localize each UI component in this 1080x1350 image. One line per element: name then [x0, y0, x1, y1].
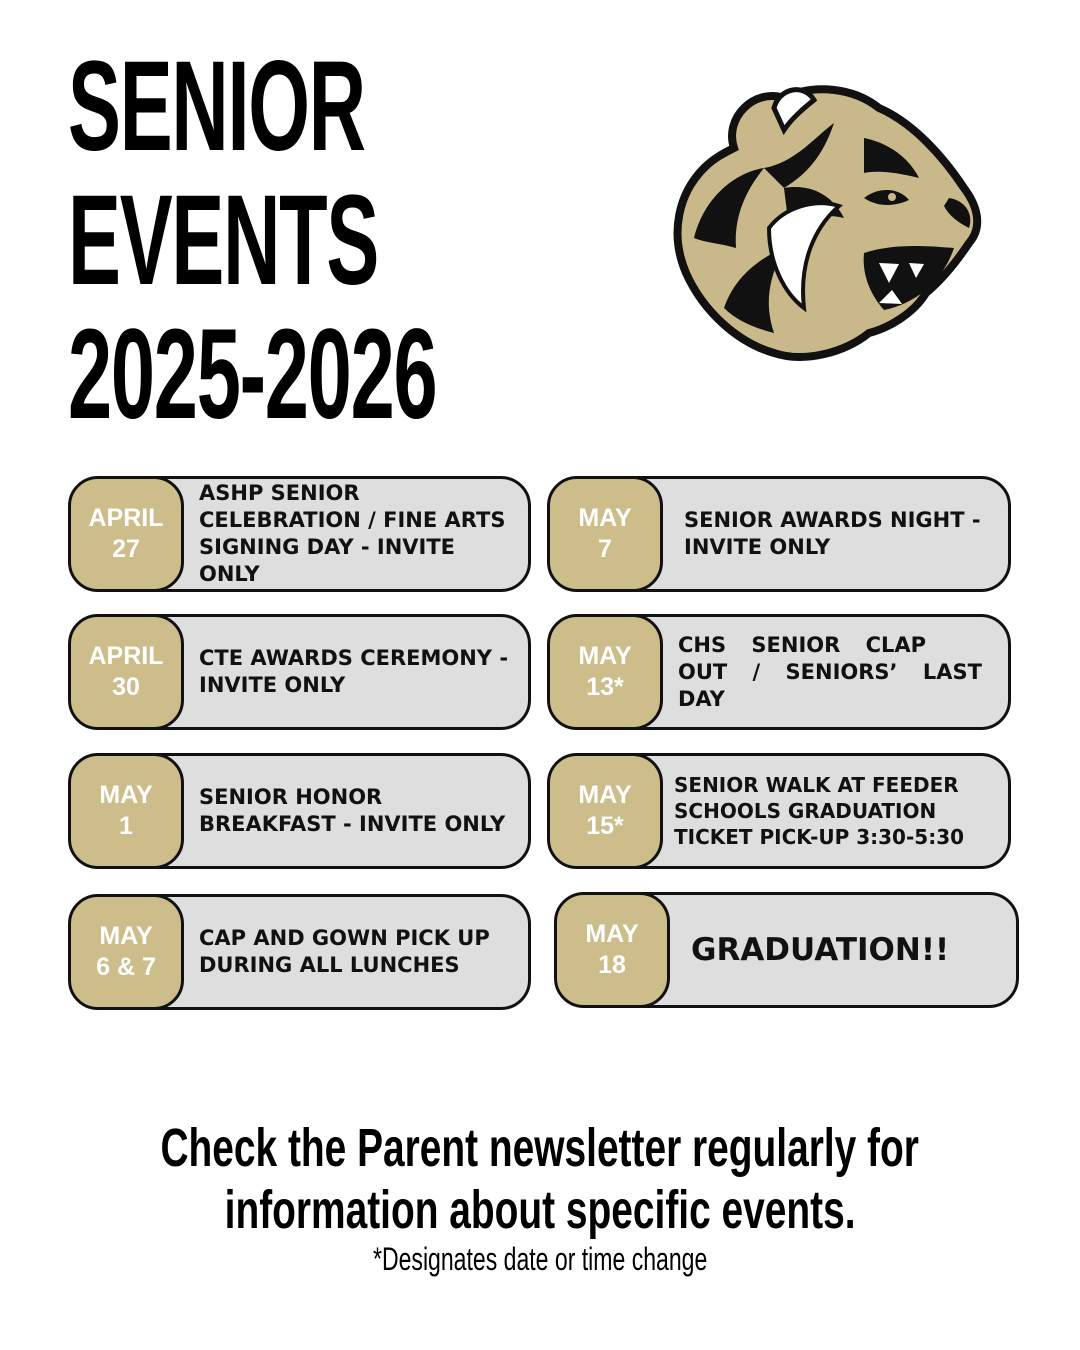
event-day: 7 — [598, 535, 612, 563]
event-date-badge — [68, 476, 184, 592]
event-card — [554, 892, 1019, 1008]
event-day: 15* — [586, 812, 624, 840]
event-month: MAY — [585, 920, 639, 948]
event-description: SENIOR WALK AT FEEDER SCHOOLS GRADUATION TICKET PICK-UP 3:30-5:30 — [674, 773, 965, 849]
event-date-badge — [68, 894, 184, 1010]
event-date-badge — [547, 614, 663, 730]
footer-line-2: information about specific events. — [224, 1180, 856, 1240]
event-card — [68, 894, 531, 1010]
event-month: MAY — [578, 504, 632, 532]
title-line-1: SENIOR — [68, 35, 365, 178]
footer-note: *Designates date or time change — [372, 1241, 708, 1277]
event-card — [547, 476, 1011, 592]
event-card — [547, 753, 1011, 869]
event-month: MAY — [578, 642, 632, 670]
event-day: 30 — [112, 673, 140, 701]
event-card — [547, 614, 1011, 730]
title-line-3: 2025-2026 — [68, 303, 437, 446]
event-date-badge — [68, 753, 184, 869]
event-description: GRADUATION!! — [691, 931, 950, 968]
event-day: 1 — [119, 812, 133, 840]
footer-message — [0, 1117, 1080, 1277]
event-date-badge — [547, 476, 663, 592]
event-date-badge — [547, 753, 663, 869]
event-day: 6 & 7 — [96, 953, 156, 981]
event-day: 18 — [598, 951, 626, 979]
event-date-badge — [554, 892, 670, 1008]
event-description: SENIOR AWARDS NIGHT - INVITE ONLY — [684, 508, 981, 559]
event-month: MAY — [99, 781, 153, 809]
event-description: CAP AND GOWN PICK UP DURING ALL LUNCHES — [199, 926, 490, 977]
title-line-2: EVENTS — [68, 169, 379, 312]
event-card — [68, 753, 531, 869]
event-month: APRIL — [88, 504, 164, 532]
event-description: ASHP SENIOR CELEBRATION / FINE ARTS SIGNING DAY - INVITE ONLY — [199, 481, 506, 586]
event-description: SENIOR HONOR BREAKFAST - INVITE ONLY — [199, 785, 506, 836]
event-description: CHS SENIOR CLAP OUT / SENIORS’ LAST DAY — [678, 632, 982, 711]
event-day: 27 — [112, 535, 140, 563]
tiger-mascot-icon — [664, 78, 984, 378]
footer-line-1: Check the Parent newsletter regularly for — [160, 1118, 920, 1178]
event-card — [68, 476, 531, 592]
event-month: APRIL — [88, 642, 164, 670]
event-card — [68, 614, 531, 730]
event-month: MAY — [99, 922, 153, 950]
event-month: MAY — [578, 781, 632, 809]
event-date-badge — [68, 614, 184, 730]
event-day: 13* — [586, 673, 624, 701]
event-description: CTE AWARDS CEREMONY - INVITE ONLY — [199, 646, 509, 697]
page-title — [68, 35, 628, 446]
